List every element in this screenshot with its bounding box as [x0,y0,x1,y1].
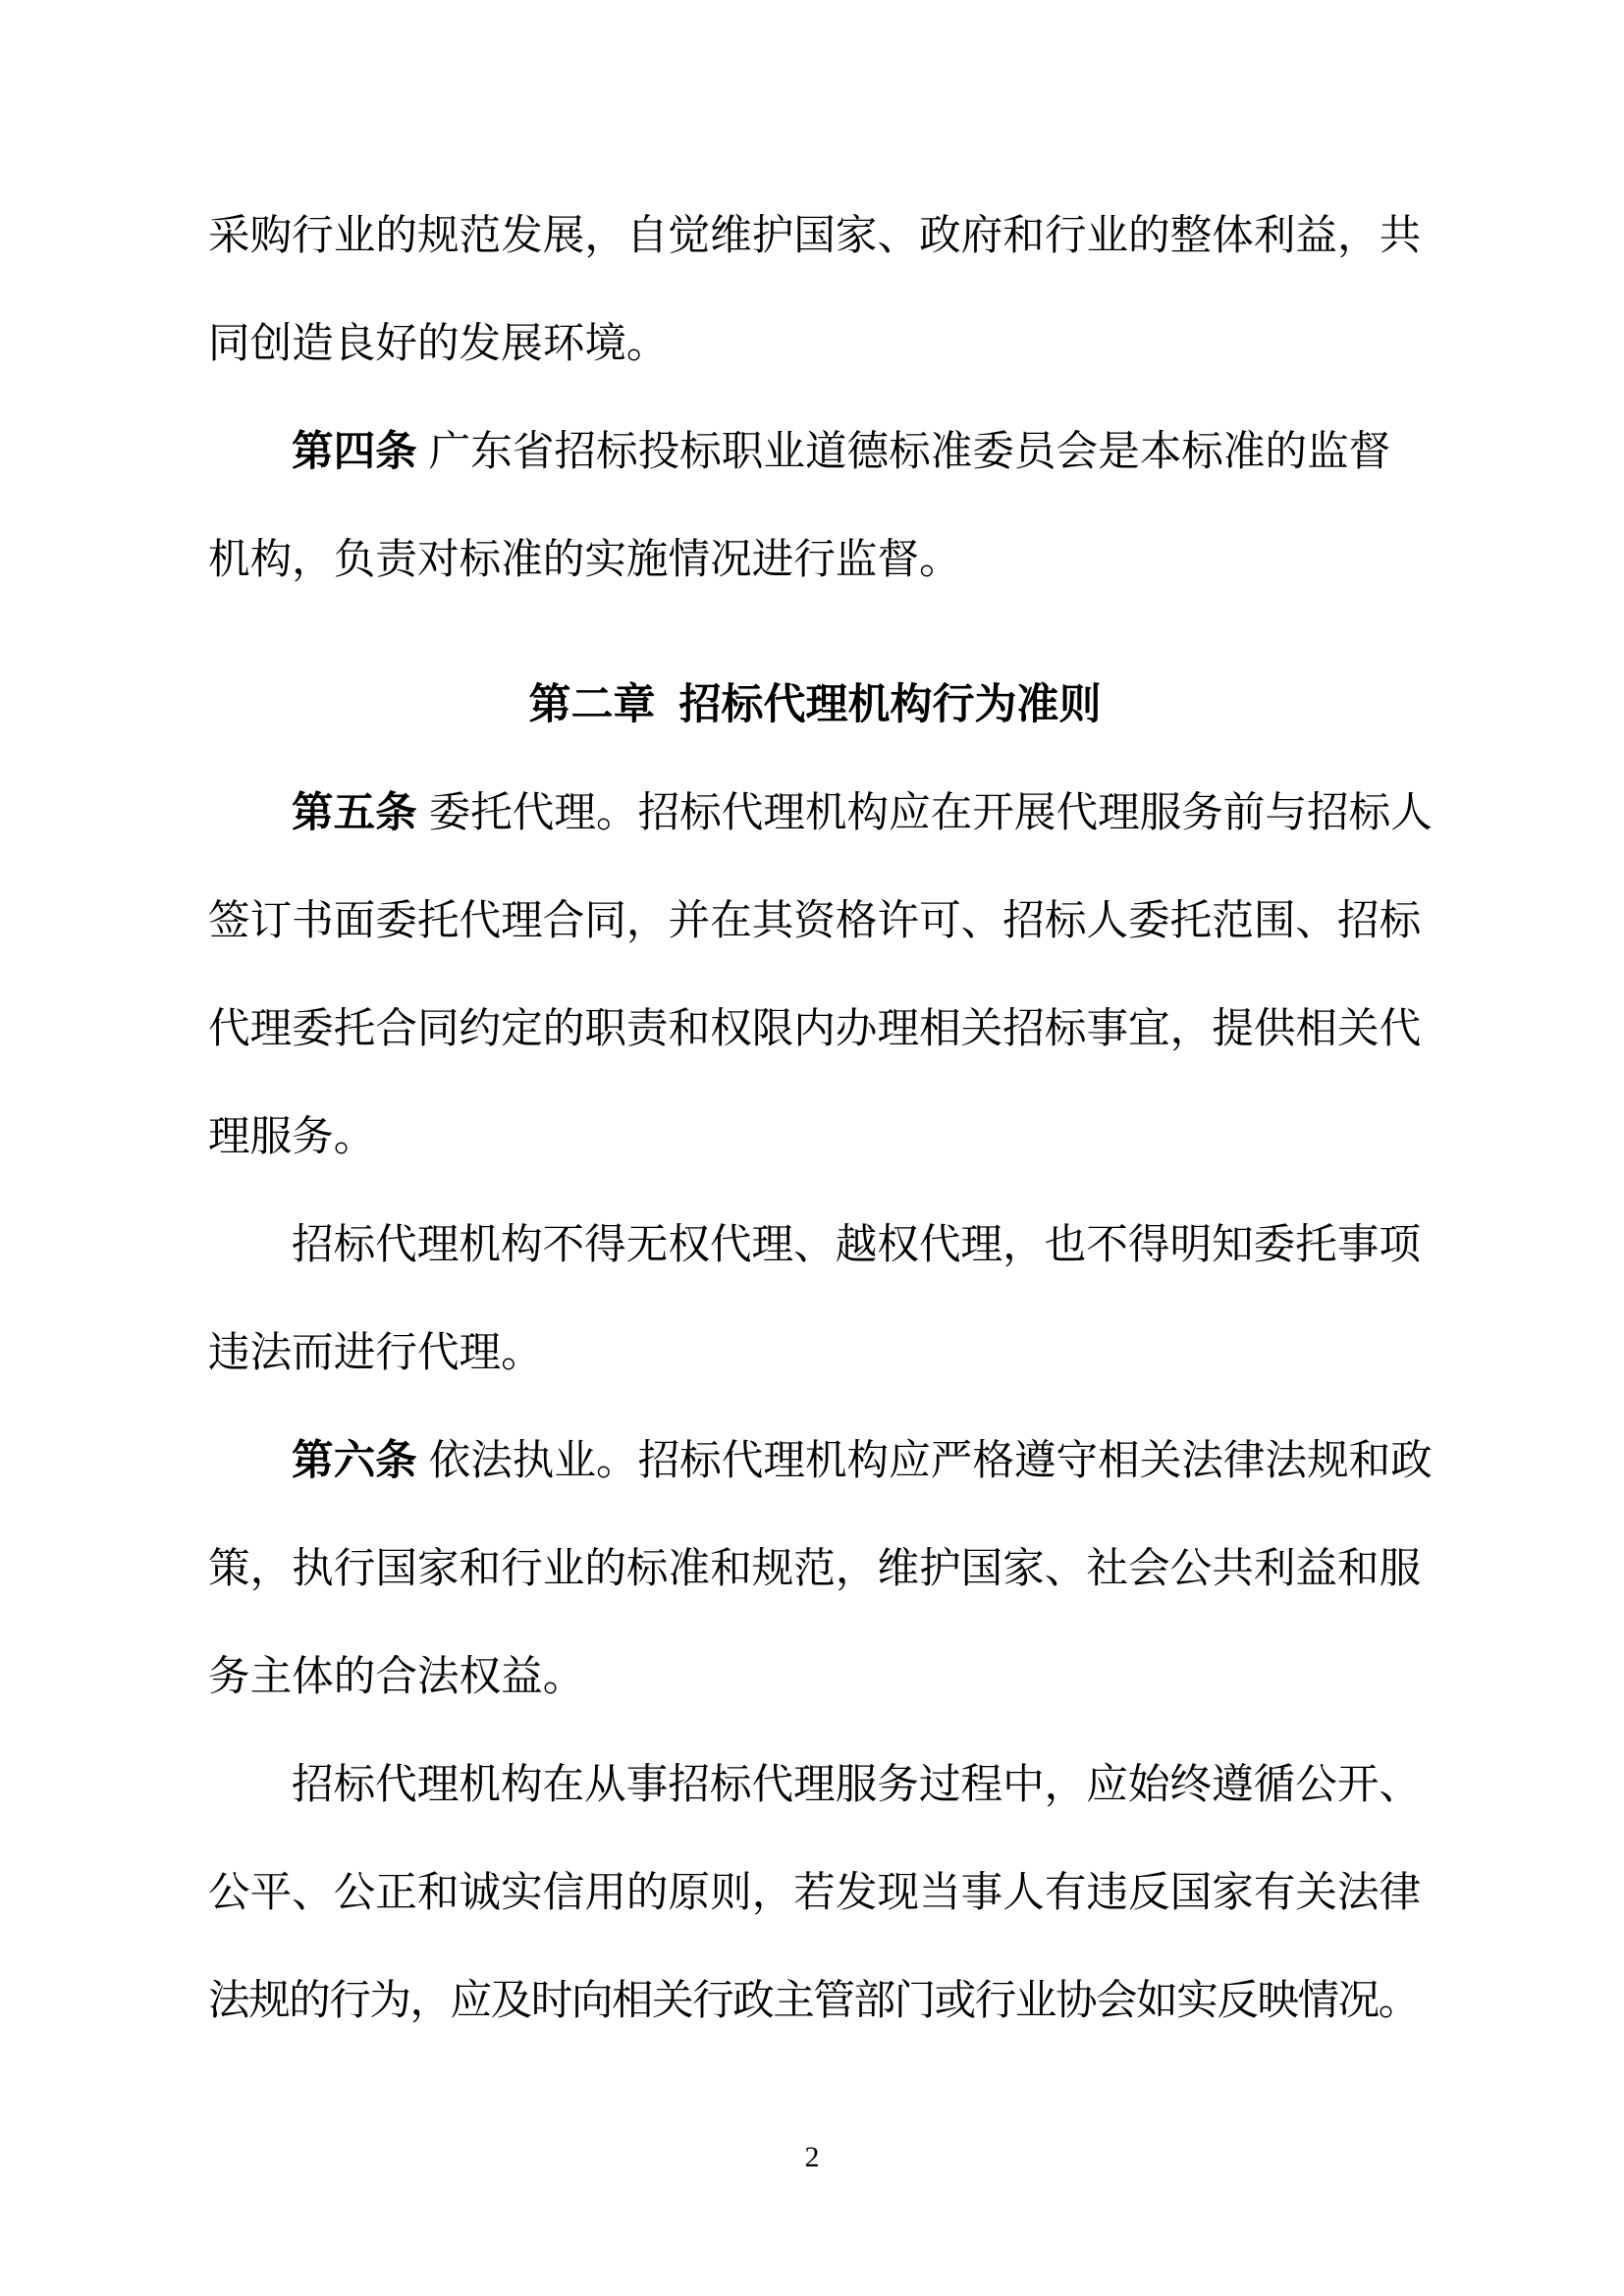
line-text: 代理委托合同约定的职责和权限内办理相关招标事宜，提供相关代 [208,1005,1422,1052]
line-text: 务主体的合法权益。 [208,1653,585,1700]
line-text: 公平、公正和诚实信用的原则，若发现当事人有违反国家有关法律 [208,1869,1422,1916]
text-line [208,975,1422,1083]
line-text: 机构，负责对标准的实施情况进行监督。 [208,536,961,583]
line-text: 委托代理。招标代理机构应在开展代理服务前与招标人 [416,789,1433,836]
line-text: 招标代理机构在从事招标代理服务过程中，应始终遵循公开、 [292,1761,1422,1808]
text-line [208,1407,1433,1515]
text-line [208,1191,1422,1299]
text-line [208,506,1422,614]
line-text: 招标代理机构不得无权代理、越权代理，也不得明知委托事项 [292,1221,1422,1268]
text-line [208,1515,1422,1623]
document-body [208,182,1433,2055]
line-text: 违法而进行代理。 [208,1329,543,1376]
text-line [208,182,1422,290]
text-line [208,290,1422,398]
chapter-heading: 第二章 招标代理机构行为准则 [528,681,1102,728]
text-line [208,759,1433,867]
text-line [208,1839,1422,1947]
article-term: 第六条 [292,1437,417,1484]
article-term: 第四条 [292,428,417,475]
page-number: 2 [804,2141,820,2173]
line-text: 理服务。 [208,1113,376,1160]
line-text: 策，执行国家和行业的标准和规范，维护国家、社会公共利益和服 [208,1545,1422,1592]
line-text: 同创造良好的发展环境。 [208,320,669,367]
article-term: 第五条 [292,789,417,836]
text-line [208,867,1422,975]
line-text: 广东省招标投标职业道德标准委员会是本标准的监督 [416,428,1391,475]
text-line [208,398,1422,506]
line-text: 法规的行为，应及时向相关行政主管部门或行业协会如实反映情况。 [208,1977,1419,2024]
line-text: 签订书面委托代理合同，并在其资格许可、招标人委托范围、招标 [208,897,1422,944]
line-text: 采购行业的规范发展，自觉维护国家、政府和行业的整体利益，共 [208,212,1422,259]
text-line [208,1083,1422,1191]
text-line [208,1947,1422,2055]
text-line [208,1731,1422,1839]
text-line [208,1623,1422,1731]
line-text: 依法执业。招标代理机构应严格遵守相关法律法规和政 [416,1437,1433,1484]
text-line [208,1299,1422,1407]
